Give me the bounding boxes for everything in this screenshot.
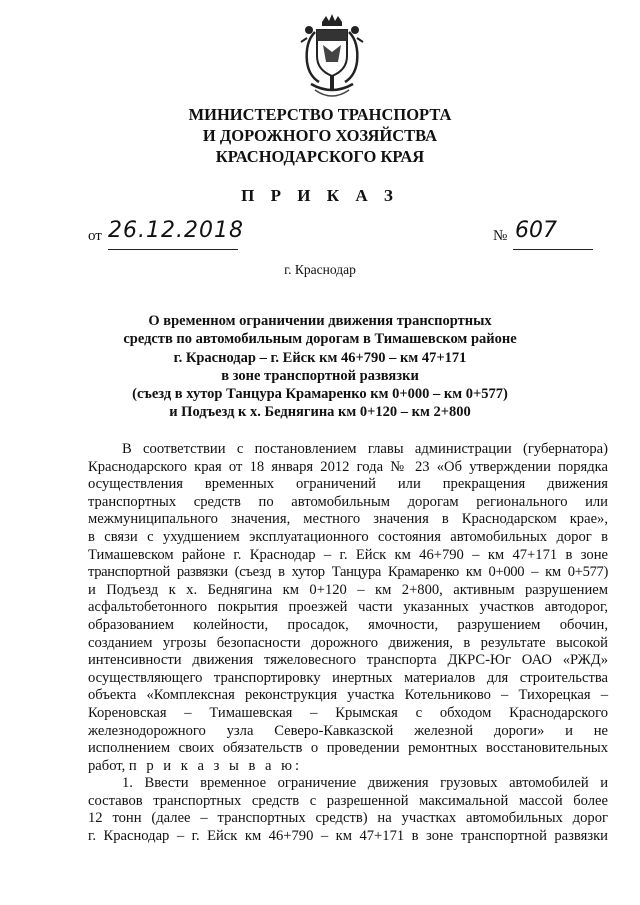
item-line: 1. Ввести временное ограничение движения грузовых автомобилей и: [122, 775, 608, 792]
handwritten-number: 607: [515, 218, 557, 243]
body-line: Краснодарского края от 18 января 2012 года № 23 «Об утверждении порядка: [88, 458, 608, 475]
handwritten-date: 26.12.2018: [108, 218, 244, 243]
body-line-last: [88, 758, 608, 776]
body-line: осуществляющего транспортировку инертных материалов для строительства: [88, 669, 608, 686]
item-line: 12 тонн (далее – транспортных средств) на участках автомобильных дорог: [88, 810, 608, 827]
ministry-name: [0, 104, 640, 167]
title-line: О временном ограничении движения транспортных: [148, 313, 492, 329]
body-line: В соответствии с постановлением главы администрации (губернатора): [122, 441, 608, 457]
body-line: Кореновская – Тимашевская – Крымская с обходом Краснодарского: [88, 704, 608, 721]
title-line: в зоне транспортной развязки: [221, 367, 419, 384]
item-line: г. Краснодар – г. Ейск км 46+790 – км 47+171 в зоне транспортной развязки: [88, 828, 608, 845]
order-body: [88, 441, 608, 846]
body-line: интенсивности движения тяжеловесного транспорта ДКРС-Юг ОАО «РЖД»: [88, 652, 608, 669]
city: г. Краснодар: [284, 262, 356, 277]
body-line: исполнением своих обязательств о проведении ремонтных восстановительных: [88, 740, 608, 757]
title-line: средств по автомобильным дорогам в Тимашевском районе: [123, 331, 517, 348]
title-line: г. Краснодар – г. Ейск км 46+790 – км 47+171: [173, 349, 467, 366]
body-line: асфальтобетонного покрытия проезжей части указанных участков автодорог,: [88, 599, 608, 616]
ministry-line: КРАСНОДАРСКОГО КРАЯ: [215, 147, 425, 166]
ministry-line: И ДОРОЖНОГО ХОЗЯЙСТВА: [202, 126, 438, 145]
number-underline: [513, 249, 593, 250]
body-line: объекта «Комплексная реконструкция участка Котельниково – Тихорецкая –: [88, 687, 608, 704]
title-line: (съезд в хутор Танцура Крамаренко км 0+000 – км 0+577): [132, 386, 508, 403]
date-prefix: от: [88, 228, 102, 244]
order-word: п р и к а з ы в а ю:: [128, 757, 303, 774]
body-line: Тимашевском районе г. Краснодар – г. Ейск км 46+790 – км 47+171 в зоне: [88, 546, 608, 563]
order-title: [100, 312, 540, 422]
body-line: образованием колейности, просадок, ямочности, разрушением обочин,: [88, 616, 608, 633]
date-underline: [108, 249, 238, 250]
title-line: и Подъезд к х. Беднягина км 0+120 – км 2+800: [169, 404, 471, 421]
body-line: транспортной развязки (съезд в хутор Танцура Крамаренко км 0+000 – км 0+577): [88, 564, 608, 581]
number-prefix: №: [493, 228, 508, 244]
body-line: железнодорожного узла Северо-Кавказской железной дороги» и не: [88, 722, 608, 739]
body-line: и Подъезд к х. Беднягина км 0+120 – км 2+800, активным разрушением: [88, 581, 608, 598]
coat-of-arms-icon: [293, 12, 371, 104]
document-type: П Р И К А З: [241, 186, 399, 205]
body-line: осуществления временных ограничений или прекращения движения: [88, 476, 608, 493]
ministry-line: МИНИСТЕРСТВО ТРАНСПОРТА: [188, 105, 452, 124]
item-line: составов транспортных средств с разрешенной максимальной массой более: [88, 792, 608, 809]
body-line: межмуниципального значения, местного значения в Краснодарском крае»,: [88, 511, 608, 528]
body-line: созданием угрозы безопасности дорожного движения, в результате высокой: [88, 634, 608, 651]
body-line: в связи с ухудшением эксплуатационного состояния автомобильных дорог в: [88, 528, 608, 545]
body-line: транспортных средств по автомобильным дорогам регионального или: [88, 493, 608, 510]
body-line: работ,: [88, 757, 126, 774]
